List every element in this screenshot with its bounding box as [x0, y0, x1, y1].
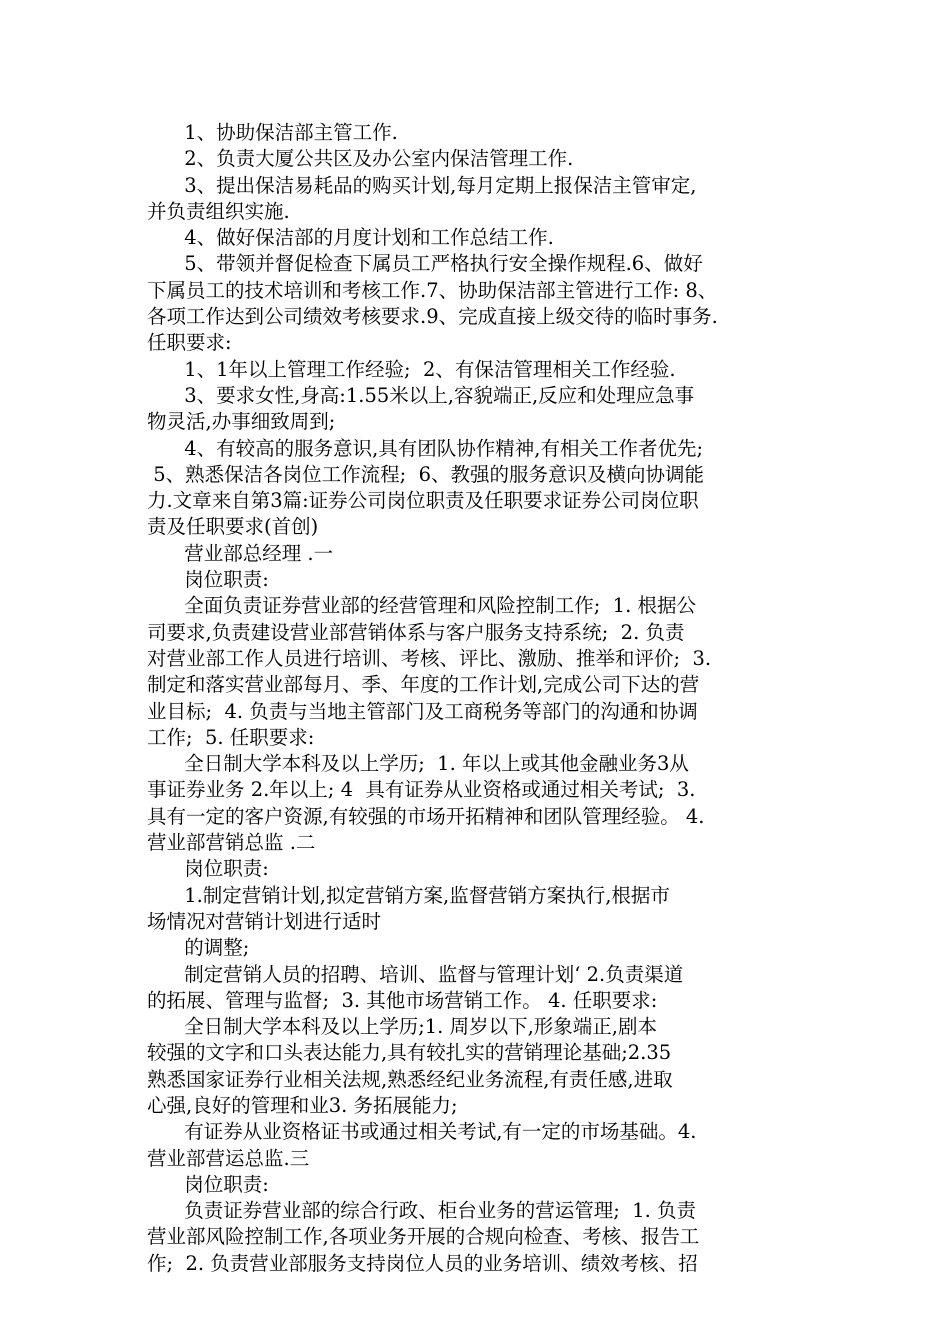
section-heading: 岗位职责:	[147, 568, 269, 592]
text-line: 的拓展、管理与监督; 3. 其他市场营销工作。 4. 任职要求:	[147, 988, 658, 1012]
text-line: 全日制大学本科及以上学历;1. 周岁以下,形象端正,剧本	[147, 1015, 657, 1039]
text-line: 场情况对营销计划进行适时	[147, 909, 382, 933]
text-line: 力.文章来自第3篇:证券公司岗位职责及任职要求证券公司岗位职	[147, 489, 699, 513]
text-line: 4、有较高的服务意识,具有团队协作精神,有相关工作者优先;	[147, 436, 704, 460]
text-line: 作; 2. 负责营业部服务支持岗位人员的业务培训、绩效考核、招	[147, 1251, 698, 1275]
text-line: 1、协助保洁部主管工作.	[147, 121, 398, 144]
text-line: 责及任职要求(首创)	[147, 515, 319, 539]
text-line: 心强,良好的管理和业3. 务拓展能力;	[147, 1093, 458, 1117]
text-line: 1、1年以上管理工作经验; 2、有保洁管理相关工作经验.	[147, 357, 676, 381]
section-heading: 岗位职责:	[147, 1172, 269, 1196]
text-line: 各项工作达到公司绩效考核要求.9、完成直接上级交待的临时事务.	[147, 305, 718, 329]
text-line: 5、带领并督促检查下属员工严格执行安全操作规程.6、做好	[147, 252, 703, 276]
section-heading: 营业部总经理 .一	[147, 541, 334, 565]
text-line: 1.制定营销计划,拟定营销方案,监督营销方案执行,根据市	[147, 883, 670, 907]
text-line: 物灵活,办事细致周到;	[147, 410, 336, 434]
text-line: 有证券从业资格证书或通过相关考试,有一定的市场基础。4.	[147, 1120, 697, 1144]
text-line: 3、提出保洁易耗品的购买计划,每月定期上报保洁主管审定,	[147, 173, 697, 197]
text-line: 并负责组织实施.	[147, 199, 290, 223]
section-heading: 任职要求:	[147, 331, 232, 355]
text-line: 工作; 5. 任职要求:	[147, 725, 315, 749]
text-line: 全面负责证券营业部的经营管理和风险控制工作; 1. 根据公	[147, 594, 696, 618]
text-line: 的调整;	[147, 936, 250, 960]
text-line: 熟悉国家证券行业相关法规,熟悉经纪业务流程,有责任感,进取	[147, 1067, 673, 1091]
text-line: 营业部风险控制工作,各项业务开展的合规向检查、考核、报告工	[147, 1225, 700, 1249]
text-line: 3、要求女性,身高:1.55米以上,容貌端正,反应和处理应急事	[147, 383, 695, 407]
section-heading: 营业部营销总监 .二	[147, 831, 316, 855]
text-line: 下属员工的技术培训和考核工作.7、协助保洁部主管进行工作: 8、	[147, 278, 718, 302]
text-line: 5、熟悉保洁各岗位工作流程; 6、教强的服务意识及横向协调能	[147, 462, 704, 486]
text-line: 较强的文字和口头表达能力,具有较扎实的营销理论基础;2.35	[147, 1041, 672, 1065]
text-line: 4、做好保洁部的月度计划和工作总结工作.	[147, 226, 554, 250]
text-line: 具有一定的客户资源,有较强的市场开拓精神和团队管理经验。 4.	[147, 804, 705, 828]
section-heading: 岗位职责:	[147, 857, 269, 881]
text-line: 2、负责大厦公共区及办公室内保洁管理工作.	[147, 147, 574, 171]
text-line: 业目标; 4. 负责与当地主管部门及工商税务等部门的沟通和协调	[147, 699, 698, 723]
document-body	[147, 120, 817, 1277]
text-line: 制定和落实营业部每月、季、年度的工作计划,完成公司下达的营	[147, 673, 700, 697]
text-line: 对营业部工作人员进行培训、考核、评比、激励、推举和评价; 3.	[147, 646, 712, 670]
text-line: 司要求,负责建设营业部营销体系与客户服务支持系统; 2. 负责	[147, 620, 685, 644]
text-line: 制定营销人员的招聘、培训、监督与管理计划‘ 2.负责渠道	[147, 962, 684, 986]
text-line: 事证券业务 2.年以上; 4 具有证券从业资格或通过相关考试; 3.	[147, 778, 696, 802]
text-line: 负责证券营业部的综合行政、柜台业务的营运管理; 1. 负责	[147, 1199, 696, 1223]
text-line: 全日制大学本科及以上学历; 1. 年以上或其他金融业务3从	[147, 752, 689, 776]
section-heading: 营业部营运总监.三	[147, 1146, 310, 1170]
